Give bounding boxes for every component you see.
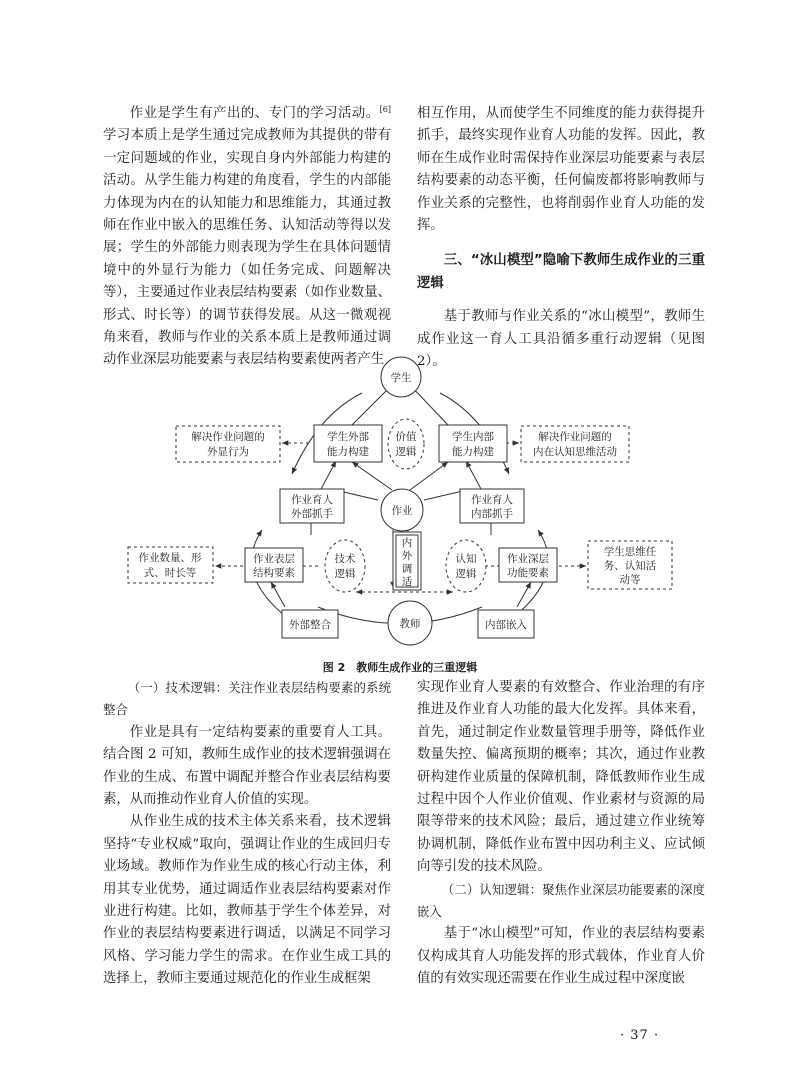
teacher-label: 教师 [399, 618, 421, 630]
svg-text:学生外部: 学生外部 [327, 431, 369, 443]
svg-text:作业数量、形: 作业数量、形 [138, 552, 202, 564]
svg-text:逻辑: 逻辑 [334, 568, 356, 580]
student-label: 学生 [390, 372, 412, 384]
svg-text:外: 外 [401, 550, 413, 562]
svg-text:务、认知活: 务、认知活 [603, 560, 657, 572]
paragraph: 实现作业育人要素的有效整合、作业治理的有序推进及作业育人功能的最大化发挥。具体来看，首先，通过制定作业数量管理手册等，降低作业数量失控、偏离预期的概率；其次，通过作业教研构建作业质量的保障机制，降低教师作业生成过程中因个人作业价值观、作业素材与资源的局限等带来的技术风险；最后，通过建立作业统筹协调机制，降低作业布置中因功利主义、应试倾向等引发的技术风险。 [417, 680, 705, 875]
svg-text:内在认知思维活动: 内在认知思维活动 [533, 446, 617, 458]
work-label: 作业 [391, 505, 413, 517]
svg-text:学生内部: 学生内部 [452, 431, 494, 443]
column-right-bottom [417, 677, 705, 991]
page-number: · 37 · [620, 1028, 660, 1043]
paragraph: 从作业生成的技术主体关系来看，技术逻辑坚持“专业权威”取向，强调让作业的生成回归专业场域。教师作为作业生成的核心行动主体，利用其专业优势，通过调适作业表层结构要素对作业进行构建。比如，教师基于学生个体差异，对作业的表层结构要素进行调适，以满足不同学习风格、学习能力学生的需求。在作业生成工具的选择上，教师主要通过规范化的作业生成框架 [103, 814, 391, 987]
svg-text:内部抓手: 内部抓手 [471, 508, 513, 520]
svg-text:能力构建: 能力构建 [452, 446, 494, 458]
svg-text:外部整合: 外部整合 [289, 619, 331, 631]
svg-text:调: 调 [401, 563, 413, 575]
subsection-heading: （一）技术逻辑：关注作业表层结构要素的系统整合 [103, 680, 391, 718]
svg-text:解决作业问题的: 解决作业问题的 [538, 431, 612, 443]
paragraph: 作业是学生有产出的、专门的学习活动。[6]学习本质上是学生通过完成教师为其提供的带有一定问题域的作业，实现自身内外部能力构建的活动。从学生能力构建的角度看，学生的内部能力体现为内在的认知能力和思维能力，其通过教师在作业中嵌入的思维任务、认知活动等得以发展；学生的外部能力则表现为学生在具体问题情境中的外显行为能力（如任务完成、问题解决等），主要通过作业表层结构要素（如作业数量、形式、时长等）的调节获得发展。从这一微观视角来看，教师与作业的关系本质上是教师通过调动作业深层功能要素与表层结构要素使两者产生 [103, 105, 391, 368]
tech-logic-node [325, 540, 365, 592]
svg-text:认知: 认知 [455, 553, 477, 565]
paragraph: 相互作用，从而使学生不同维度的能力获得提升抓手，最终实现作业育人功能的发挥。因此，教师在生成作业时需保持作业深层功能要素与表层结构要素的动态平衡，任何偏废都将影响教师与作业关系的完整性，也将削弱作业育人功能的发挥。 [417, 106, 705, 234]
svg-text:价值: 价值 [395, 431, 417, 443]
svg-text:作业育人: 作业育人 [471, 494, 513, 506]
subsection-heading: （二）认知逻辑：聚焦作业深层功能要素的深度嵌入 [417, 881, 705, 920]
section-heading: 三、“冰山模型”隐喻下教师生成作业的三重逻辑 [417, 253, 705, 291]
svg-text:外显行为: 外显行为 [207, 446, 249, 458]
svg-text:逻辑: 逻辑 [455, 568, 477, 580]
svg-text:作业深层: 作业深层 [507, 553, 549, 565]
svg-text:解决作业问题的: 解决作业问题的 [191, 431, 265, 443]
svg-text:适: 适 [401, 576, 413, 588]
svg-text:功能要素: 功能要素 [507, 567, 549, 579]
svg-text:式、时长等: 式、时长等 [143, 567, 197, 579]
svg-text:外部抓手: 外部抓手 [291, 508, 333, 520]
svg-text:内部嵌入: 内部嵌入 [485, 619, 527, 631]
citation-ref: [6] [379, 105, 391, 114]
svg-text:作业育人: 作业育人 [291, 494, 333, 506]
svg-text:学生思维任: 学生思维任 [603, 546, 657, 558]
svg-text:技术: 技术 [334, 553, 356, 565]
paragraph: 作业是具有一定结构要素的重要育人工具。结合图 2 可知，教师生成作业的技术逻辑强调在作业的生成、布置中调配并整合作业表层结构要素，从而推动作业育人价值的实现。 [103, 724, 391, 808]
value-logic-node [388, 419, 424, 469]
svg-text:能力构建: 能力构建 [327, 446, 369, 458]
paragraph: 基于教师与作业关系的“冰山模型”，教师生成作业这一育人工具沿循多重行动逻辑（见图 2）。 [417, 309, 705, 370]
paragraph: 基于“冰山模型”可知，作业的表层结构要素仅构成其育人功能发挥的形式载体，作业育人价值的有效实现还需要在作业生成过程中深度嵌 [417, 926, 705, 987]
figure-caption: 图 2 教师生成作业的三重逻辑 [322, 661, 478, 674]
svg-text:动等: 动等 [619, 574, 641, 586]
cognitive-logic-node [446, 540, 486, 592]
svg-text:内: 内 [401, 537, 413, 549]
svg-text:结构要素: 结构要素 [253, 567, 295, 579]
svg-text:逻辑: 逻辑 [395, 446, 417, 458]
column-right-top [417, 103, 705, 373]
svg-text:作业表层: 作业表层 [253, 553, 295, 565]
column-left-bottom [103, 677, 391, 991]
three-logic-diagram [0, 355, 800, 655]
column-left-top [103, 103, 391, 372]
